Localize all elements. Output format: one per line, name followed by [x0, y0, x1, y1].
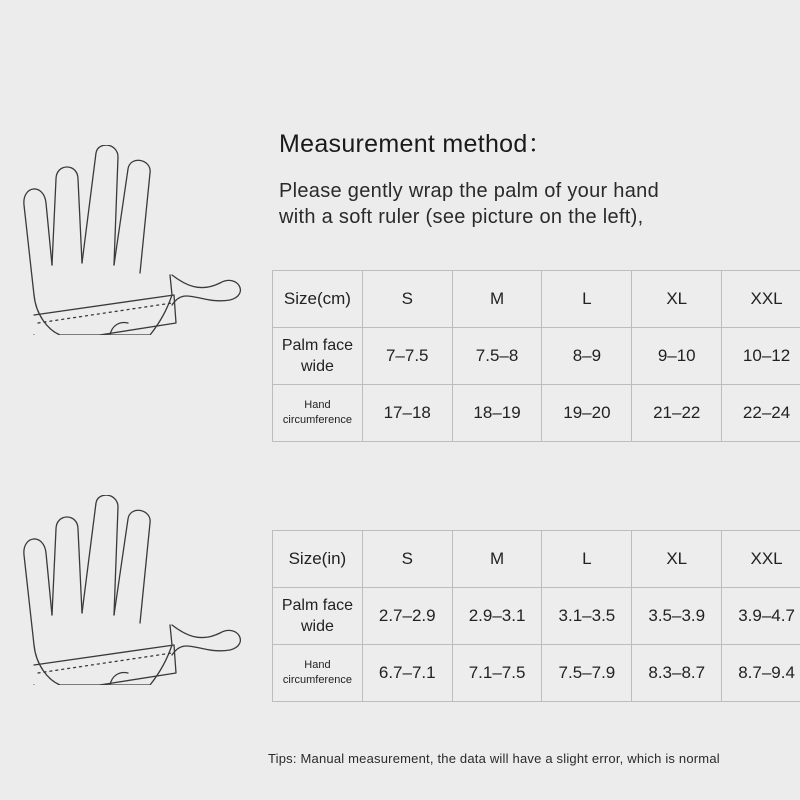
- measurement-method-heading: Measurement method：: [279, 130, 553, 158]
- table-row: [273, 328, 800, 385]
- size-header-in: Size(in): [273, 531, 363, 588]
- size-xl: XL: [632, 531, 722, 588]
- size-xxl: XXL: [722, 531, 800, 588]
- palm-width-xxl: 3.9–4.7: [722, 588, 800, 645]
- table-row: [273, 588, 800, 645]
- palm-face-wide-label: Palm face wide: [273, 328, 363, 385]
- circumference-l: 19–20: [542, 385, 632, 442]
- instructions-line-2: with a soft ruler (see picture on the left),: [279, 206, 644, 228]
- table-row: [273, 645, 800, 702]
- size-l: L: [542, 531, 632, 588]
- hand-circumference-label: Hand circumference: [273, 645, 363, 702]
- size-xl: XL: [632, 271, 722, 328]
- size-xxl: XXL: [722, 271, 800, 328]
- palm-width-l: 8–9: [542, 328, 632, 385]
- size-m: M: [452, 271, 542, 328]
- tips-note: Tips: Manual measurement, the data will have a slight error, which is normal: [268, 751, 720, 766]
- palm-width-m: 7.5–8: [452, 328, 542, 385]
- size-header-cm: Size(cm): [273, 271, 363, 328]
- table-row: [273, 531, 800, 588]
- palm-width-xxl: 10–12: [722, 328, 800, 385]
- hand-circumference-label: Hand circumference: [273, 385, 363, 442]
- circumference-m: 18–19: [452, 385, 542, 442]
- size-m: M: [452, 531, 542, 588]
- size-table-in: [272, 530, 800, 702]
- table-row: [273, 271, 800, 328]
- size-table-cm: [272, 270, 800, 442]
- size-l: L: [542, 271, 632, 328]
- instructions-line-1: Please gently wrap the palm of your hand: [279, 180, 659, 202]
- circumference-xxl: 22–24: [722, 385, 800, 442]
- palm-width-xl: 3.5–3.9: [632, 588, 722, 645]
- circumference-l: 7.5–7.9: [542, 645, 632, 702]
- hand-with-measuring-tape-icon: [0, 145, 250, 335]
- size-s: S: [362, 271, 452, 328]
- size-s: S: [362, 531, 452, 588]
- table-row: [273, 385, 800, 442]
- palm-width-l: 3.1–3.5: [542, 588, 632, 645]
- palm-width-s: 2.7–2.9: [362, 588, 452, 645]
- measurement-instructions: [279, 178, 799, 230]
- circumference-s: 6.7–7.1: [362, 645, 452, 702]
- circumference-xl: 21–22: [632, 385, 722, 442]
- circumference-m: 7.1–7.5: [452, 645, 542, 702]
- palm-width-xl: 9–10: [632, 328, 722, 385]
- circumference-s: 17–18: [362, 385, 452, 442]
- circumference-xl: 8.3–8.7: [632, 645, 722, 702]
- palm-width-m: 2.9–3.1: [452, 588, 542, 645]
- circumference-xxl: 8.7–9.4: [722, 645, 800, 702]
- hand-with-measuring-tape-icon: [0, 495, 250, 685]
- palm-face-wide-label: Palm face wide: [273, 588, 363, 645]
- palm-width-s: 7–7.5: [362, 328, 452, 385]
